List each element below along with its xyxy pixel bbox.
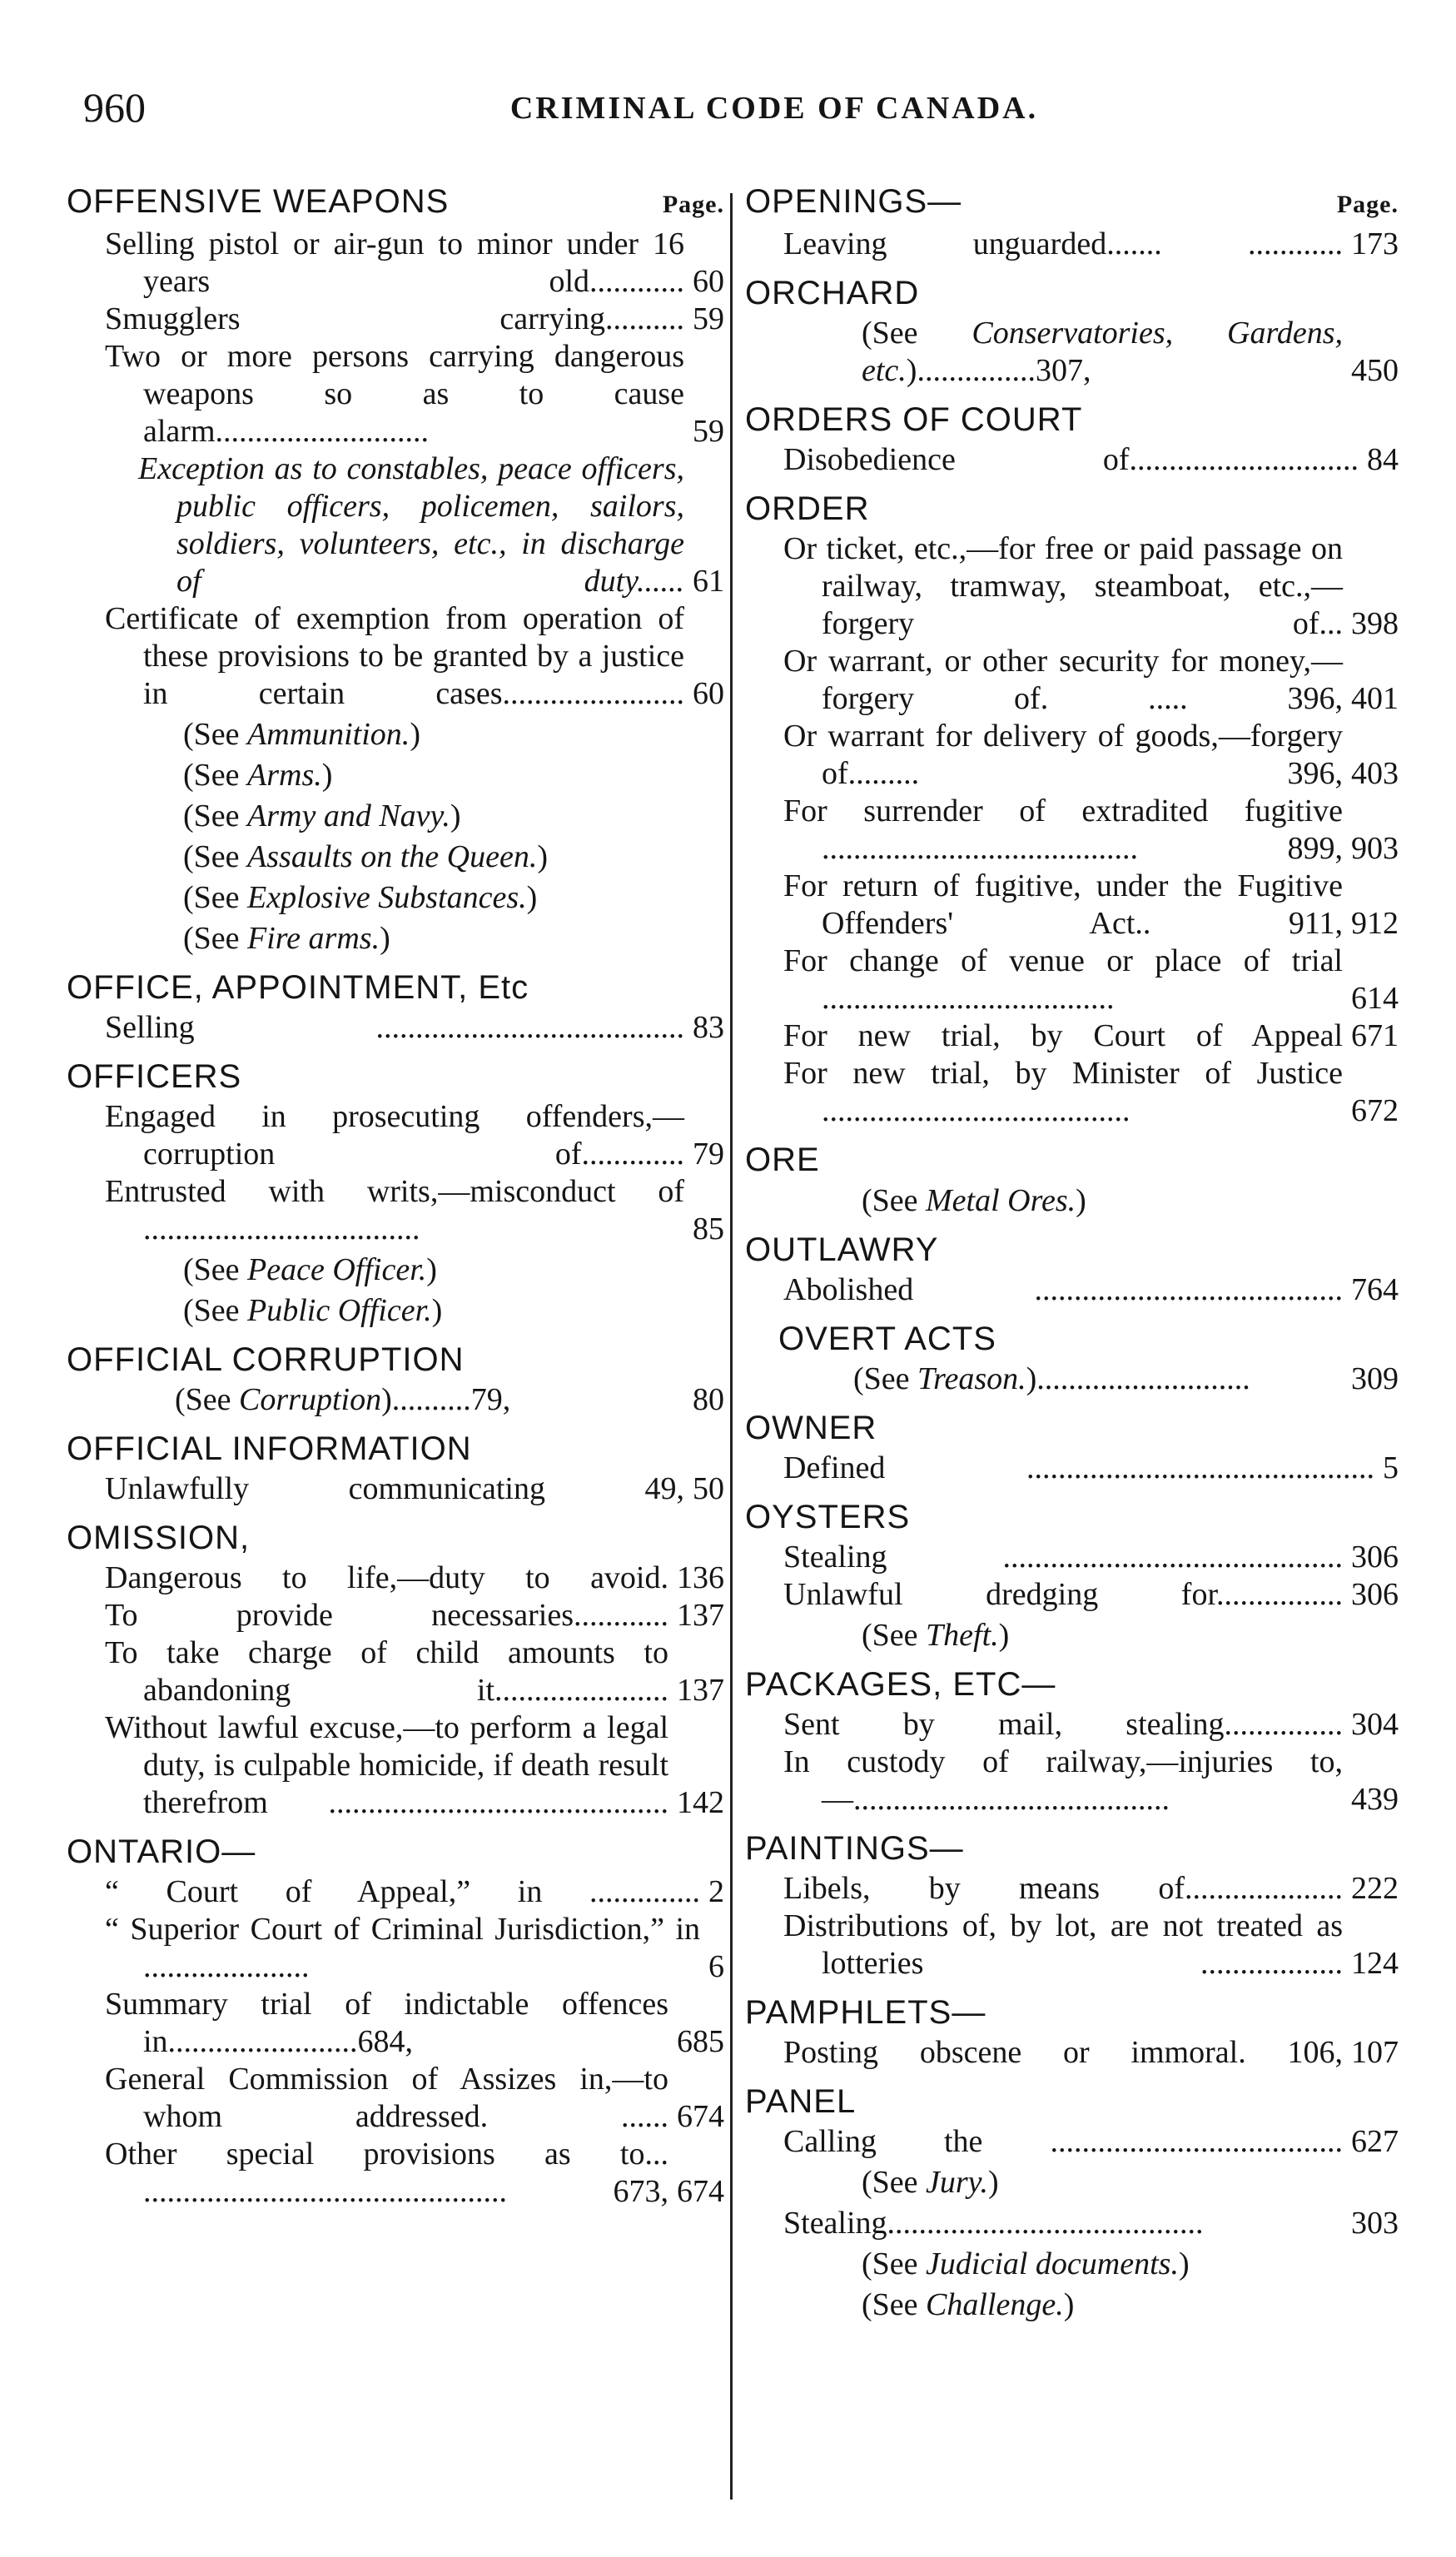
see-target: Explosive Substances. bbox=[247, 880, 527, 915]
cross-reference bbox=[67, 1292, 724, 1330]
index-entry bbox=[745, 2123, 1399, 2161]
index-heading bbox=[67, 1430, 724, 1468]
entry-page: 80 bbox=[693, 1382, 724, 1417]
index-heading bbox=[745, 401, 1399, 439]
entry-page: 84 bbox=[1367, 442, 1399, 477]
entry-page: 136 bbox=[677, 1560, 724, 1595]
index-heading bbox=[745, 1231, 1399, 1269]
cross-reference bbox=[745, 2164, 1399, 2201]
see-label: (See bbox=[862, 2287, 927, 2322]
heading-text: PAMPHLETS— bbox=[745, 1994, 986, 2031]
cross-reference bbox=[67, 920, 724, 958]
index-heading bbox=[67, 1341, 724, 1379]
index-entry bbox=[67, 450, 724, 600]
cross-reference-entry bbox=[745, 315, 1399, 390]
entry-text: For return of fugitive, under the Fugitive Offenders' Act.. 911, bbox=[783, 868, 1343, 941]
entry-page: 764 bbox=[1351, 1272, 1399, 1307]
heading-text: ORCHARD bbox=[745, 275, 920, 311]
index-heading bbox=[745, 1666, 1399, 1704]
index-entry bbox=[745, 1744, 1399, 1818]
see-label: (See bbox=[183, 798, 248, 833]
see-target: Assaults on the Queen. bbox=[247, 839, 538, 874]
see-target: Arms. bbox=[247, 758, 322, 793]
index-entry bbox=[745, 2205, 1399, 2242]
index-entry bbox=[745, 1576, 1399, 1614]
index-entry bbox=[67, 1470, 724, 1508]
entry-page: 303 bbox=[1351, 2206, 1399, 2241]
see-label: (See bbox=[862, 316, 972, 351]
index-heading bbox=[67, 183, 724, 223]
cross-reference bbox=[745, 1617, 1399, 1654]
index-entry bbox=[745, 718, 1399, 793]
entry-page: 671 bbox=[1351, 1018, 1399, 1053]
index-heading bbox=[67, 1058, 724, 1096]
see-close: ) bbox=[526, 880, 538, 915]
entry-text: “ Court of Appeal,” in .............. bbox=[105, 1874, 700, 1909]
index-entry bbox=[745, 868, 1399, 943]
see-label: (See bbox=[183, 880, 248, 915]
see-label: (See bbox=[183, 1252, 248, 1287]
see-close: ) bbox=[410, 717, 420, 752]
entry-page: 222 bbox=[1351, 1871, 1399, 1906]
entry-text bbox=[862, 315, 1343, 390]
see-close: ) bbox=[450, 798, 461, 833]
entry-page: 398 bbox=[1351, 606, 1399, 641]
entry-text: Dangerous to life,—duty to avoid. bbox=[105, 1560, 668, 1595]
index-entry bbox=[67, 1173, 724, 1248]
index-heading bbox=[745, 1994, 1399, 2032]
index-entry bbox=[745, 1539, 1399, 1576]
see-target: Theft. bbox=[926, 1618, 999, 1653]
index-entry bbox=[67, 1873, 724, 1911]
entry-page: 614 bbox=[1351, 981, 1399, 1016]
see-target: Public Officer. bbox=[247, 1293, 432, 1328]
index-subheading bbox=[745, 1321, 1399, 1358]
index-entry bbox=[67, 2061, 724, 2136]
see-close: ) bbox=[321, 758, 333, 793]
see-label: (See bbox=[183, 839, 248, 874]
entry-text: Stealing ........................................... bbox=[783, 1540, 1343, 1574]
running-head: CRIMINAL CODE OF CANADA. bbox=[509, 91, 1039, 126]
index-heading bbox=[745, 183, 1399, 223]
entry-text: Without lawful excuse,—to perform a legal duty, is culpable homicide, if death result therefrom ........................................... bbox=[105, 1710, 668, 1820]
cross-reference bbox=[67, 879, 724, 917]
entry-text: Stealing........................................ bbox=[783, 2206, 1204, 2241]
entry-text: In custody of railway,—injuries to,—........................................ bbox=[783, 1744, 1343, 1817]
entry-text: Entrusted with writs,—misconduct of ................................... bbox=[105, 1174, 684, 1246]
cross-reference bbox=[67, 1251, 724, 1289]
entry-text: For new trial, by Court of Appeal bbox=[783, 1018, 1343, 1053]
index-entry bbox=[67, 1597, 724, 1634]
entry-page: 59 bbox=[693, 414, 724, 449]
entry-text: Two or more persons carrying dangerous weapons so as to cause alarm........................... bbox=[105, 339, 684, 449]
cross-reference-entry bbox=[67, 1381, 724, 1419]
entry-text: For new trial, by Minister of Justice ....................................... bbox=[783, 1056, 1343, 1128]
entry-page: 672 bbox=[1351, 1093, 1399, 1128]
heading-text: OFFENSIVE WEAPONS bbox=[67, 183, 450, 220]
page-number: 960 bbox=[83, 84, 146, 131]
entry-text: Libels, by means of.................... bbox=[783, 1871, 1343, 1906]
see-label: (See bbox=[183, 717, 248, 752]
heading-text: ORE bbox=[745, 1142, 820, 1178]
entry-page: 60 bbox=[693, 676, 724, 711]
index-entry bbox=[745, 793, 1399, 868]
left-column bbox=[67, 183, 724, 2211]
entry-page: 309 bbox=[1351, 1361, 1399, 1396]
entry-text: Selling pistol or air-gun to minor under 16 years old............ bbox=[105, 226, 684, 299]
see-close: ) bbox=[1178, 2246, 1190, 2281]
cross-reference bbox=[745, 1182, 1399, 1220]
index-heading bbox=[745, 1142, 1399, 1179]
see-label: (See bbox=[853, 1361, 918, 1396]
see-close: ) bbox=[1076, 1183, 1086, 1218]
entry-text: Selling ....................................... bbox=[105, 1010, 684, 1045]
cross-reference-entry bbox=[745, 1361, 1399, 1398]
cross-reference bbox=[67, 838, 724, 876]
index-entry bbox=[67, 1560, 724, 1597]
index-entry bbox=[745, 1908, 1399, 1982]
entry-page: 79 bbox=[693, 1137, 724, 1172]
index-entry bbox=[745, 943, 1399, 1017]
entry-text: Posting obscene or immoral. 106, bbox=[783, 2035, 1343, 2070]
entry-page: 61 bbox=[693, 564, 724, 599]
entry-page: 83 bbox=[693, 1010, 724, 1045]
cross-reference bbox=[67, 798, 724, 835]
see-target: Jury. bbox=[926, 2165, 988, 2200]
heading-text: ORDERS OF COURT bbox=[745, 401, 1083, 438]
see-close: ) bbox=[1063, 2287, 1075, 2322]
entry-page: 674 bbox=[677, 2099, 724, 2134]
see-label: (See bbox=[183, 758, 248, 793]
index-entry bbox=[67, 1986, 724, 2061]
see-target: Corruption bbox=[239, 1382, 382, 1417]
entry-text: Exception as to constables, peace officers, public officers, policemen, sailors, soldiers, volunteers, etc., in discharge of duty...... bbox=[138, 451, 684, 599]
see-close: ) bbox=[987, 2165, 999, 2200]
entry-text bbox=[853, 1361, 1343, 1398]
right-column bbox=[745, 183, 1399, 2327]
see-close: )..........79, bbox=[381, 1382, 511, 1417]
index-entry bbox=[67, 1911, 724, 1986]
index-entry bbox=[745, 1055, 1399, 1130]
page-column-caption: Page. bbox=[1336, 191, 1399, 218]
index-heading bbox=[745, 2083, 1399, 2121]
see-target: Judicial documents. bbox=[926, 2246, 1179, 2281]
entry-text: General Commission of Assizes in,—to whom addressed. ...... bbox=[105, 2062, 668, 2134]
index-entry bbox=[745, 441, 1399, 479]
entry-page: 85 bbox=[693, 1211, 724, 1246]
entry-text: Distributions of, by lot, are not treated as lotteries .................. bbox=[783, 1908, 1343, 1981]
entry-text: Unlawfully communicating 49, bbox=[105, 1471, 684, 1506]
index-entry bbox=[67, 226, 724, 301]
index-heading bbox=[745, 1410, 1399, 1447]
entry-page: 50 bbox=[693, 1471, 724, 1506]
see-label: (See bbox=[183, 921, 248, 956]
see-target: Fire arms. bbox=[247, 921, 380, 956]
see-label: (See bbox=[183, 1293, 248, 1328]
entry-text: To provide necessaries............ bbox=[105, 1598, 668, 1633]
see-close: ) bbox=[426, 1252, 437, 1287]
heading-text: OUTLAWRY bbox=[745, 1231, 939, 1268]
index-entry bbox=[745, 2034, 1399, 2072]
index-entry bbox=[67, 2136, 724, 2211]
index-heading bbox=[745, 1830, 1399, 1868]
heading-text: ONTARIO— bbox=[67, 1833, 256, 1870]
see-target: Conservatories, Gardens, etc. bbox=[862, 316, 1343, 388]
entry-text: Other special provisions as to... .............................................. 673, bbox=[105, 2137, 668, 2209]
heading-text: OWNER bbox=[745, 1410, 877, 1446]
index-heading bbox=[745, 1499, 1399, 1536]
index-entry bbox=[745, 1017, 1399, 1055]
entry-page: 5 bbox=[1383, 1450, 1399, 1485]
heading-text: OYSTERS bbox=[745, 1499, 911, 1535]
see-close: )........................... bbox=[1026, 1361, 1250, 1396]
entry-text: Or ticket, etc.,—for free or paid passage on railway, tramway, steamboat, etc.,—forgery of... bbox=[783, 531, 1343, 641]
entry-text: For change of venue or place of trial ..................................... bbox=[783, 943, 1343, 1016]
see-label: (See bbox=[175, 1382, 240, 1417]
heading-text: PAINTINGS— bbox=[745, 1830, 964, 1867]
heading-text: OFFICERS bbox=[67, 1058, 242, 1095]
index-heading bbox=[745, 275, 1399, 312]
see-label: (See bbox=[862, 1183, 927, 1218]
index-entry bbox=[745, 1271, 1399, 1309]
entry-page: 401 bbox=[1351, 681, 1399, 716]
entry-text: Abolished ....................................... bbox=[783, 1272, 1343, 1307]
heading-text: OFFICE, APPOINTMENT, Etc bbox=[67, 969, 529, 1006]
index-heading bbox=[67, 969, 724, 1007]
entry-page: 107 bbox=[1351, 2035, 1399, 2070]
see-close: ) bbox=[431, 1293, 443, 1328]
cross-reference bbox=[67, 716, 724, 754]
entry-page: 304 bbox=[1351, 1707, 1399, 1742]
heading-text: ORDER bbox=[745, 490, 870, 527]
heading-text: PANEL bbox=[745, 2083, 857, 2120]
index-heading bbox=[745, 490, 1399, 528]
entry-page: 137 bbox=[677, 1673, 724, 1708]
entry-text: Or warrant, or other security for money,—forgery of. ..... 396, bbox=[783, 644, 1343, 716]
index-entry bbox=[67, 1009, 724, 1047]
entry-page: 137 bbox=[677, 1598, 724, 1633]
see-close: ) bbox=[537, 839, 548, 874]
index-entry bbox=[67, 600, 724, 713]
entry-page: 627 bbox=[1351, 2124, 1399, 2159]
index-entry bbox=[67, 1634, 724, 1709]
entry-text: Leaving unguarded....... ............ bbox=[783, 226, 1343, 261]
entry-text: Calling the ..................................... bbox=[783, 2124, 1343, 2159]
entry-page: 142 bbox=[677, 1785, 724, 1820]
entry-page: 306 bbox=[1351, 1540, 1399, 1574]
heading-text: OFFICIAL CORRUPTION bbox=[67, 1341, 465, 1378]
index-entry bbox=[67, 1709, 724, 1822]
entry-page: 2 bbox=[708, 1874, 724, 1909]
cross-reference bbox=[67, 757, 724, 794]
see-label: (See bbox=[862, 2246, 927, 2281]
index-entry bbox=[745, 226, 1399, 263]
entry-text: Engaged in prosecuting offenders,—corruption of............. bbox=[105, 1099, 684, 1172]
see-target: Challenge. bbox=[926, 2287, 1064, 2322]
entry-page: 674 bbox=[677, 2174, 724, 2209]
entry-text: Certificate of exemption from operation of these provisions to be granted by a justice in certain cases....................... bbox=[105, 601, 684, 711]
entry-text bbox=[175, 1381, 684, 1419]
see-target: Peace Officer. bbox=[247, 1252, 427, 1287]
index-entry bbox=[745, 643, 1399, 718]
entry-text: For surrender of extradited fugitive ........................................ 899, bbox=[783, 793, 1343, 866]
entry-text: Unlawful dredging for................ bbox=[783, 1577, 1343, 1612]
entry-page: 403 bbox=[1351, 756, 1399, 791]
entry-page: 450 bbox=[1351, 353, 1399, 388]
see-target: Ammunition. bbox=[247, 717, 410, 752]
column-rule bbox=[730, 193, 733, 2500]
entry-page: 912 bbox=[1351, 906, 1399, 941]
entry-page: 439 bbox=[1351, 1782, 1399, 1817]
index-heading bbox=[67, 1833, 724, 1871]
see-label: (See bbox=[862, 1618, 927, 1653]
index-heading bbox=[67, 1520, 724, 1557]
entry-page: 124 bbox=[1351, 1946, 1399, 1981]
see-close: ) bbox=[998, 1618, 1010, 1653]
entry-text: Disobedience of............................. bbox=[783, 442, 1359, 477]
see-target: Army and Navy. bbox=[247, 798, 450, 833]
entry-text: Smugglers carrying.......... bbox=[105, 301, 684, 336]
entry-page: 6 bbox=[708, 1949, 724, 1984]
index-entry bbox=[745, 1706, 1399, 1744]
entry-text: To take charge of child amounts to abandoning it...................... bbox=[105, 1635, 668, 1708]
cross-reference bbox=[745, 2246, 1399, 2283]
see-label: (See bbox=[862, 2165, 927, 2200]
heading-text: OMISSION, bbox=[67, 1520, 251, 1556]
heading-text: OFFICIAL INFORMATION bbox=[67, 1430, 472, 1467]
entry-text: Summary trial of indictable offences in........................684, bbox=[105, 1987, 668, 2059]
index-entry bbox=[745, 530, 1399, 643]
entry-text: Defined ............................................ bbox=[783, 1450, 1374, 1485]
see-target: Treason. bbox=[917, 1361, 1026, 1396]
heading-text: OPENINGS— bbox=[745, 183, 962, 220]
entry-page: 685 bbox=[677, 2024, 724, 2059]
entry-page: 59 bbox=[693, 301, 724, 336]
entry-page: 306 bbox=[1351, 1577, 1399, 1612]
cross-reference bbox=[745, 2286, 1399, 2324]
entry-text: Or warrant for delivery of goods,—forgery of......... 396, bbox=[783, 719, 1343, 791]
entry-text: Sent by mail, stealing............... bbox=[783, 1707, 1343, 1742]
index-entry bbox=[745, 1870, 1399, 1908]
entry-text: “ Superior Court of Criminal Jurisdiction,” in ..................... bbox=[105, 1912, 700, 1984]
index-entry bbox=[67, 1098, 724, 1173]
heading-text: OVERT ACTS bbox=[778, 1321, 996, 1357]
entry-page: 903 bbox=[1351, 831, 1399, 866]
entry-page: 173 bbox=[1351, 226, 1399, 261]
see-target: Metal Ores. bbox=[926, 1183, 1076, 1218]
index-entry bbox=[67, 301, 724, 338]
index-entry bbox=[745, 1450, 1399, 1487]
index-entry bbox=[67, 338, 724, 450]
see-close: ) bbox=[380, 921, 390, 956]
page-column-caption: Page. bbox=[662, 191, 724, 218]
entry-page: 60 bbox=[693, 264, 724, 299]
heading-text: PACKAGES, ETC— bbox=[745, 1666, 1056, 1703]
see-close: )...............307, bbox=[906, 353, 1091, 388]
